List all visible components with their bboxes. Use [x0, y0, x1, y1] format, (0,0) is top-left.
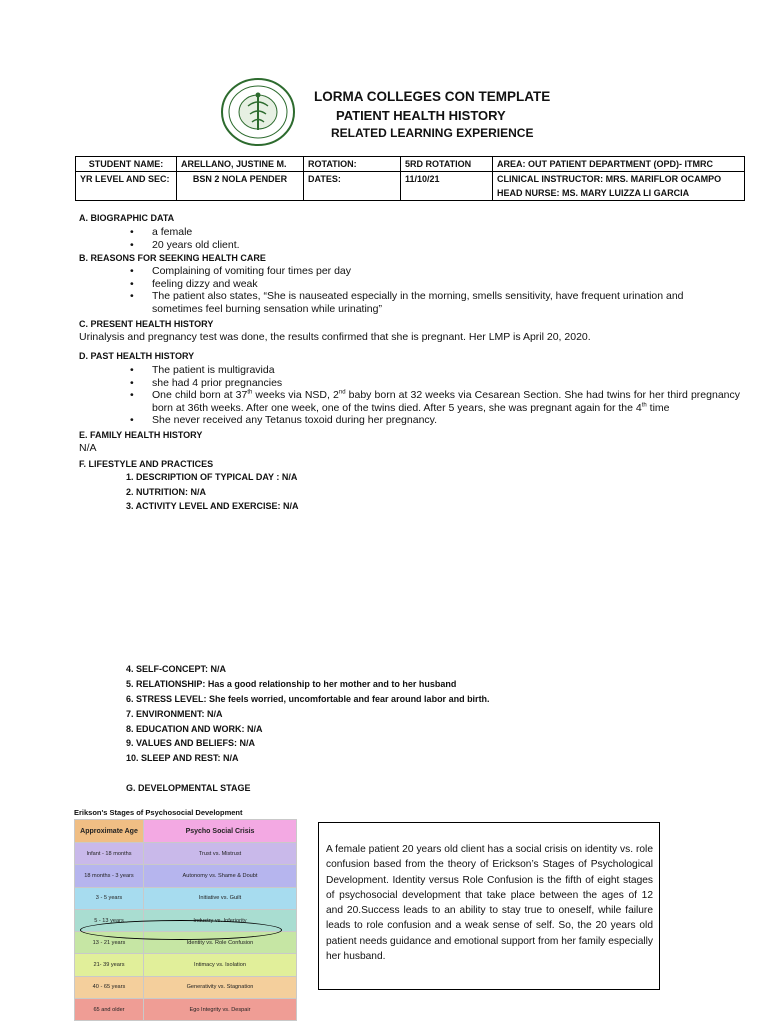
list-item: • The patient is multigravida — [130, 364, 740, 377]
lifestyle-item: 7. ENVIRONMENT: N/A — [126, 709, 223, 719]
erikson-header-age: Approximate Age — [75, 820, 144, 843]
erikson-row — [75, 976, 297, 998]
list-item: • she had 4 prior pregnancies — [130, 377, 740, 390]
erikson-crisis-cell: Generativity vs. Stagnation — [144, 976, 297, 998]
section-b-title: B. REASONS FOR SEEKING HEALTH CARE — [79, 253, 266, 263]
lifestyle-item: 4. SELF-CONCEPT: N/A — [126, 664, 227, 674]
analysis-text: A female patient 20 years old client has a social crisis on identity vs. role confusion based from the theory of Erickson’s Stages of Psychological Development. Identity versus Role Confusion is the fifth of eight stages of psychosocial development that take place between the ages of 12 and 20.Success leads to an ability to stay true to oneself, while failure leads to role confusion and a weak sense of self. So, the 20 years old patient needs guidance and emotional support from her family especially her husband. — [326, 844, 653, 963]
table-row — [75, 820, 297, 843]
erikson-age-cell: Infant - 18 months — [75, 843, 144, 865]
list-item: • a female — [130, 226, 240, 239]
biographic-list — [130, 226, 240, 251]
lifestyle-item: 5. RELATIONSHIP: Has a good relationship to her mother and to her husband — [126, 679, 457, 689]
highlight-circle — [80, 920, 282, 940]
erikson-age-cell: 5 - 13 years — [75, 909, 144, 931]
erikson-row — [75, 999, 297, 1021]
section-c-title: C. PRESENT HEALTH HISTORY — [79, 319, 214, 329]
lifestyle-item: 9. VALUES AND BELIEFS: N/A — [126, 738, 256, 748]
erikson-age-cell: 40 - 65 years — [75, 976, 144, 998]
erikson-age-cell: 13 - 21 years — [75, 932, 144, 954]
area-value: AREA: OUT PATIENT DEPARTMENT (OPD)- ITMRC — [493, 157, 745, 172]
document-title: LORMA COLLEGES CON TEMPLATE — [314, 89, 551, 104]
section-a-title: A. BIOGRAPHIC DATA — [79, 213, 175, 223]
section-g-title: G. DEVELOPMENTAL STAGE — [126, 783, 251, 793]
section-e-title: E. FAMILY HEALTH HISTORY — [79, 430, 203, 440]
year-level-value: BSN 2 NOLA PENDER — [177, 172, 304, 201]
list-item: • One child born at 37th weeks via NSD, 2nd baby born at 32 weeks via Cesarean Section. She had twins for her third pregnancy born at 36th weeks. After one week, one of the twins died. After 5 years, she was pregnant again for the 4th time — [130, 389, 740, 414]
year-level-label: YR LEVEL AND SEC: — [76, 172, 177, 201]
dates-value: 11/10/21 — [401, 172, 493, 201]
lifestyle-item: 1. DESCRIPTION OF TYPICAL DAY : N/A — [126, 472, 298, 482]
lorma-college-seal-logo — [221, 78, 295, 146]
lifestyle-item: 6. STRESS LEVEL: She feels worried, uncomfortable and fear around labor and birth. — [126, 694, 490, 704]
erikson-row — [75, 865, 297, 887]
lifestyle-item: 10. SLEEP AND REST: N/A — [126, 753, 239, 763]
erikson-row — [75, 954, 297, 976]
list-item: • 20 years old client. — [130, 239, 240, 252]
erikson-age-cell: 21- 39 years — [75, 954, 144, 976]
table-row — [76, 172, 745, 187]
section-d-title: D. PAST HEALTH HISTORY — [79, 351, 195, 361]
erikson-header-crisis: Psycho Social Crisis — [144, 820, 297, 843]
erikson-figure-title: Erikson's Stages of Psychosocial Development — [74, 808, 243, 817]
dates-label: DATES: — [304, 172, 401, 201]
table-row — [76, 157, 745, 172]
reasons-list — [130, 265, 716, 315]
document-subtitle: PATIENT HEALTH HISTORY — [336, 108, 506, 123]
student-name-label: STUDENT NAME: — [76, 157, 177, 172]
erikson-crisis-cell: Industry vs. Inferiority — [144, 909, 297, 931]
erikson-row — [75, 887, 297, 909]
list-item: • feeling dizzy and weak — [130, 278, 716, 291]
student-info-table — [75, 156, 745, 201]
family-history-text: N/A — [79, 442, 97, 454]
present-history-text: Urinalysis and pregnancy test was done, the results confirmed that she is pregnant. Her LMP is April 20, 2020. — [79, 331, 591, 343]
developmental-analysis-box — [318, 822, 660, 990]
list-item: • The patient also states, “She is nauseated especially in the morning, smells sensitivity, have frequent urination and sometimes feel burning sensation while urinating” — [130, 290, 716, 315]
clinical-instructor-value: CLINICAL INSTRUCTOR: MRS. MARIFLOR OCAMPO — [493, 172, 745, 187]
student-name-value: ARELLANO, JUSTINE M. — [177, 157, 304, 172]
rotation-value: 5RD ROTATION — [401, 157, 493, 172]
erikson-crisis-cell: Initiative vs. Guilt — [144, 887, 297, 909]
erikson-age-cell: 3 - 5 years — [75, 887, 144, 909]
section-f-title: F. LIFESTYLE AND PRACTICES — [79, 459, 214, 469]
lifestyle-item: 8. EDUCATION AND WORK: N/A — [126, 724, 263, 734]
lifestyle-item: 3. ACTIVITY LEVEL AND EXERCISE: N/A — [126, 501, 299, 511]
erikson-crisis-cell: Trust vs. Mistrust — [144, 843, 297, 865]
lifestyle-item: 2. NUTRITION: N/A — [126, 487, 206, 497]
head-nurse-value: HEAD NURSE: MS. MARY LUIZZA LI GARCIA — [493, 186, 745, 201]
past-history-list — [130, 364, 740, 427]
erikson-crisis-cell: Identity vs. Role Confusion — [144, 932, 297, 954]
erikson-age-cell: 18 months - 3 years — [75, 865, 144, 887]
rotation-label: ROTATION: — [304, 157, 401, 172]
erikson-row — [75, 843, 297, 865]
document-subtitle-2: RELATED LEARNING EXPERIENCE — [331, 126, 534, 140]
erikson-age-cell: 65 and older — [75, 999, 144, 1021]
erikson-crisis-cell: Intimacy vs. Isolation — [144, 954, 297, 976]
erikson-crisis-cell: Autonomy vs. Shame & Doubt — [144, 865, 297, 887]
list-item: • She never received any Tetanus toxoid during her pregnancy. — [130, 414, 740, 427]
erikson-crisis-cell: Ego Integrity vs. Despair — [144, 999, 297, 1021]
list-item: • Complaining of vomiting four times per day — [130, 265, 716, 278]
